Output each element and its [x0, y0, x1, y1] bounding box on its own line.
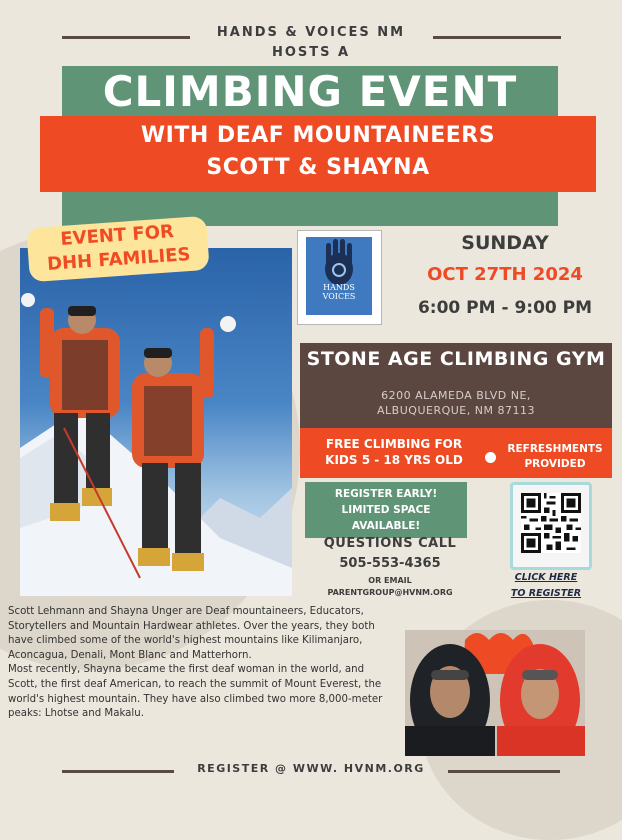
bio-paragraph-2: Most recently, Shayna became the first deaf woman in the world, and Scott, the first deaf American, to reach the summit of Mount Everest, the world's highest mountain. They have also climbed two more 8,000-meter peaks: Lhotse and Makalu.	[8, 664, 383, 720]
refreshments-line-1: REFRESHMENTS	[507, 443, 603, 455]
contact-phone[interactable]: 505-553-4365	[339, 556, 441, 571]
bio-text	[8, 605, 386, 722]
register-link-line-1[interactable]: CLICK HERE	[514, 572, 578, 583]
host-subtitle: HOSTS A	[271, 45, 351, 60]
register-line-1: REGISTER EARLY!	[334, 488, 438, 500]
contact-email[interactable]: PARENTGROUP@HVNM.ORG	[327, 588, 453, 597]
footer-register-url[interactable]: REGISTER @ WWW. HVNM.ORG	[197, 762, 425, 775]
questions-heading: QUESTIONS CALL	[323, 536, 457, 551]
free-line-2: KIDS 5 - 18 YRS OLD	[325, 453, 463, 467]
refreshments-line-2: PROVIDED	[524, 458, 586, 470]
bio-paragraph-1: Scott Lehmann and Shayna Unger are Deaf mountaineers, Educators, Storytellers and Mountain Hardwear athletes. Over the years, they both have climbed some of the world's highest mountains like Kilimanjaro, Aconcagua, Denali, Mont Blanc and Matterhorn.	[8, 606, 375, 661]
event-day: SUNDAY	[461, 232, 549, 254]
free-climbing-text	[304, 436, 484, 468]
hands-voices-logo	[297, 230, 382, 325]
registration-qr-code[interactable]	[510, 482, 592, 570]
refreshments-text	[496, 442, 614, 472]
bullet-dot	[485, 452, 496, 463]
hand-icon	[306, 237, 372, 315]
portrait-illustration	[405, 630, 585, 756]
logo-text	[306, 283, 372, 301]
venue-address	[300, 388, 612, 418]
logo-line-2: VOICES	[322, 292, 356, 301]
logo-map-shape	[306, 237, 372, 315]
register-link-line-2[interactable]: TO REGISTER	[510, 588, 582, 599]
host-name: HANDS & VOICES NM	[216, 25, 406, 40]
climbers-illustration	[20, 248, 292, 596]
qr-code-icon	[521, 493, 581, 553]
climbers-summit-photo	[20, 248, 292, 596]
free-line-1: FREE CLIMBING FOR	[325, 437, 463, 451]
climbers-portrait-photo	[405, 630, 585, 756]
subtitle-line-2: SCOTT & SHAYNA	[206, 155, 430, 180]
register-line-3: AVAILABLE!	[351, 520, 421, 532]
event-subtitle	[40, 120, 596, 184]
or-email-label: OR EMAIL	[368, 576, 412, 585]
address-line-1: 6200 ALAMEDA BLVD NE,	[381, 389, 531, 402]
register-line-2: LIMITED SPACE	[341, 504, 431, 516]
event-time: 6:00 PM - 9:00 PM	[417, 298, 593, 318]
badge-line-1: EVENT FOR	[59, 221, 175, 250]
event-date: OCT 27TH 2024	[427, 264, 583, 285]
event-title: CLIMBING EVENT	[102, 67, 518, 116]
badge-line-2: DHH FAMILIES	[46, 243, 192, 275]
subtitle-line-1: WITH DEAF MOUNTAINEERS	[140, 123, 496, 148]
logo-line-1: HANDS	[323, 283, 355, 292]
register-link[interactable]	[498, 570, 594, 602]
register-early-text	[305, 486, 467, 534]
address-line-2: ALBUQUERQUE, NM 87113	[377, 404, 535, 417]
venue-name: STONE AGE CLIMBING GYM	[306, 348, 606, 370]
